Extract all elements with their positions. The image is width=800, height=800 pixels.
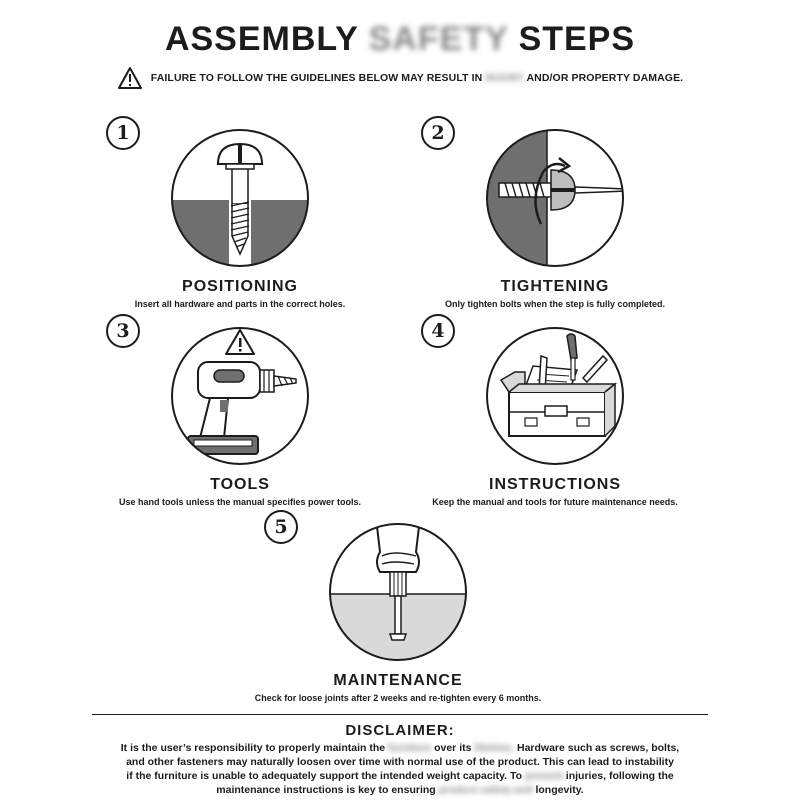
redacted-warning-word: INJURY bbox=[485, 72, 524, 84]
hand-screwdriver-icon bbox=[328, 522, 468, 662]
step-description: Only tighten bolts when the step is fully completed. bbox=[444, 299, 666, 309]
warning-triangle-icon bbox=[117, 66, 143, 90]
redacted-word: prevent bbox=[524, 770, 563, 782]
step-number: 2 bbox=[421, 116, 455, 150]
divider bbox=[92, 714, 708, 715]
warning-text-start: FAILURE TO FOLLOW THE GUIDELINES BELOW MAY RESULT IN bbox=[150, 72, 483, 84]
step-number: 1 bbox=[106, 116, 140, 150]
step-description: Use hand tools unless the manual specifies power tools. bbox=[118, 497, 362, 507]
disclaimer-body bbox=[92, 741, 708, 797]
step-description: Insert all hardware and parts in the correct holes. bbox=[134, 299, 346, 309]
step-number: 4 bbox=[421, 314, 455, 348]
redacted-title-word: SAFETY bbox=[368, 20, 509, 58]
redacted-word: product safety and bbox=[438, 784, 533, 796]
step-heading: POSITIONING bbox=[182, 278, 298, 295]
step-description: Keep the manual and tools for future maintenance needs. bbox=[432, 497, 678, 507]
step-number: 3 bbox=[106, 314, 140, 348]
page-title: ASSEMBLY SAFETY STEPS bbox=[164, 20, 636, 58]
step-heading: TIGHTENING bbox=[500, 278, 610, 295]
disclaimer-line: maintenance instructions is key to ensuring product safety and longevity. bbox=[216, 784, 584, 796]
disclaimer-line: It is the user’s responsibility to properly maintain the furniture over its lifetime. Hardware such as screws, bolts, bbox=[120, 742, 680, 754]
toolbox-manual-icon bbox=[485, 326, 625, 466]
step-heading: INSTRUCTIONS bbox=[489, 476, 621, 493]
step-heading: TOOLS bbox=[210, 476, 270, 493]
disclaimer-line: if the furniture is unable to adequately support the intended weight capacity. To prevent injuries, following the bbox=[126, 770, 674, 782]
warning-text-end: AND/OR PROPERTY DAMAGE. bbox=[526, 72, 684, 84]
step-heading: MAINTENANCE bbox=[333, 672, 463, 689]
screwdriver-tightening-icon bbox=[485, 128, 625, 268]
step-number: 5 bbox=[264, 510, 298, 544]
redacted-word: lifetime. bbox=[474, 742, 515, 754]
warning-line bbox=[0, 66, 800, 90]
step-description: Check for loose joints after 2 weeks and re-tighten every 6 months. bbox=[254, 693, 542, 703]
screw-in-hole-icon bbox=[170, 128, 310, 268]
power-drill-icon bbox=[170, 326, 310, 466]
redacted-word: furniture bbox=[388, 742, 432, 754]
disclaimer-line: and other fasteners may naturally loosen over time with normal use of the product. This can lead to instability bbox=[126, 756, 674, 768]
disclaimer-title: DISCLAIMER: bbox=[345, 722, 455, 739]
